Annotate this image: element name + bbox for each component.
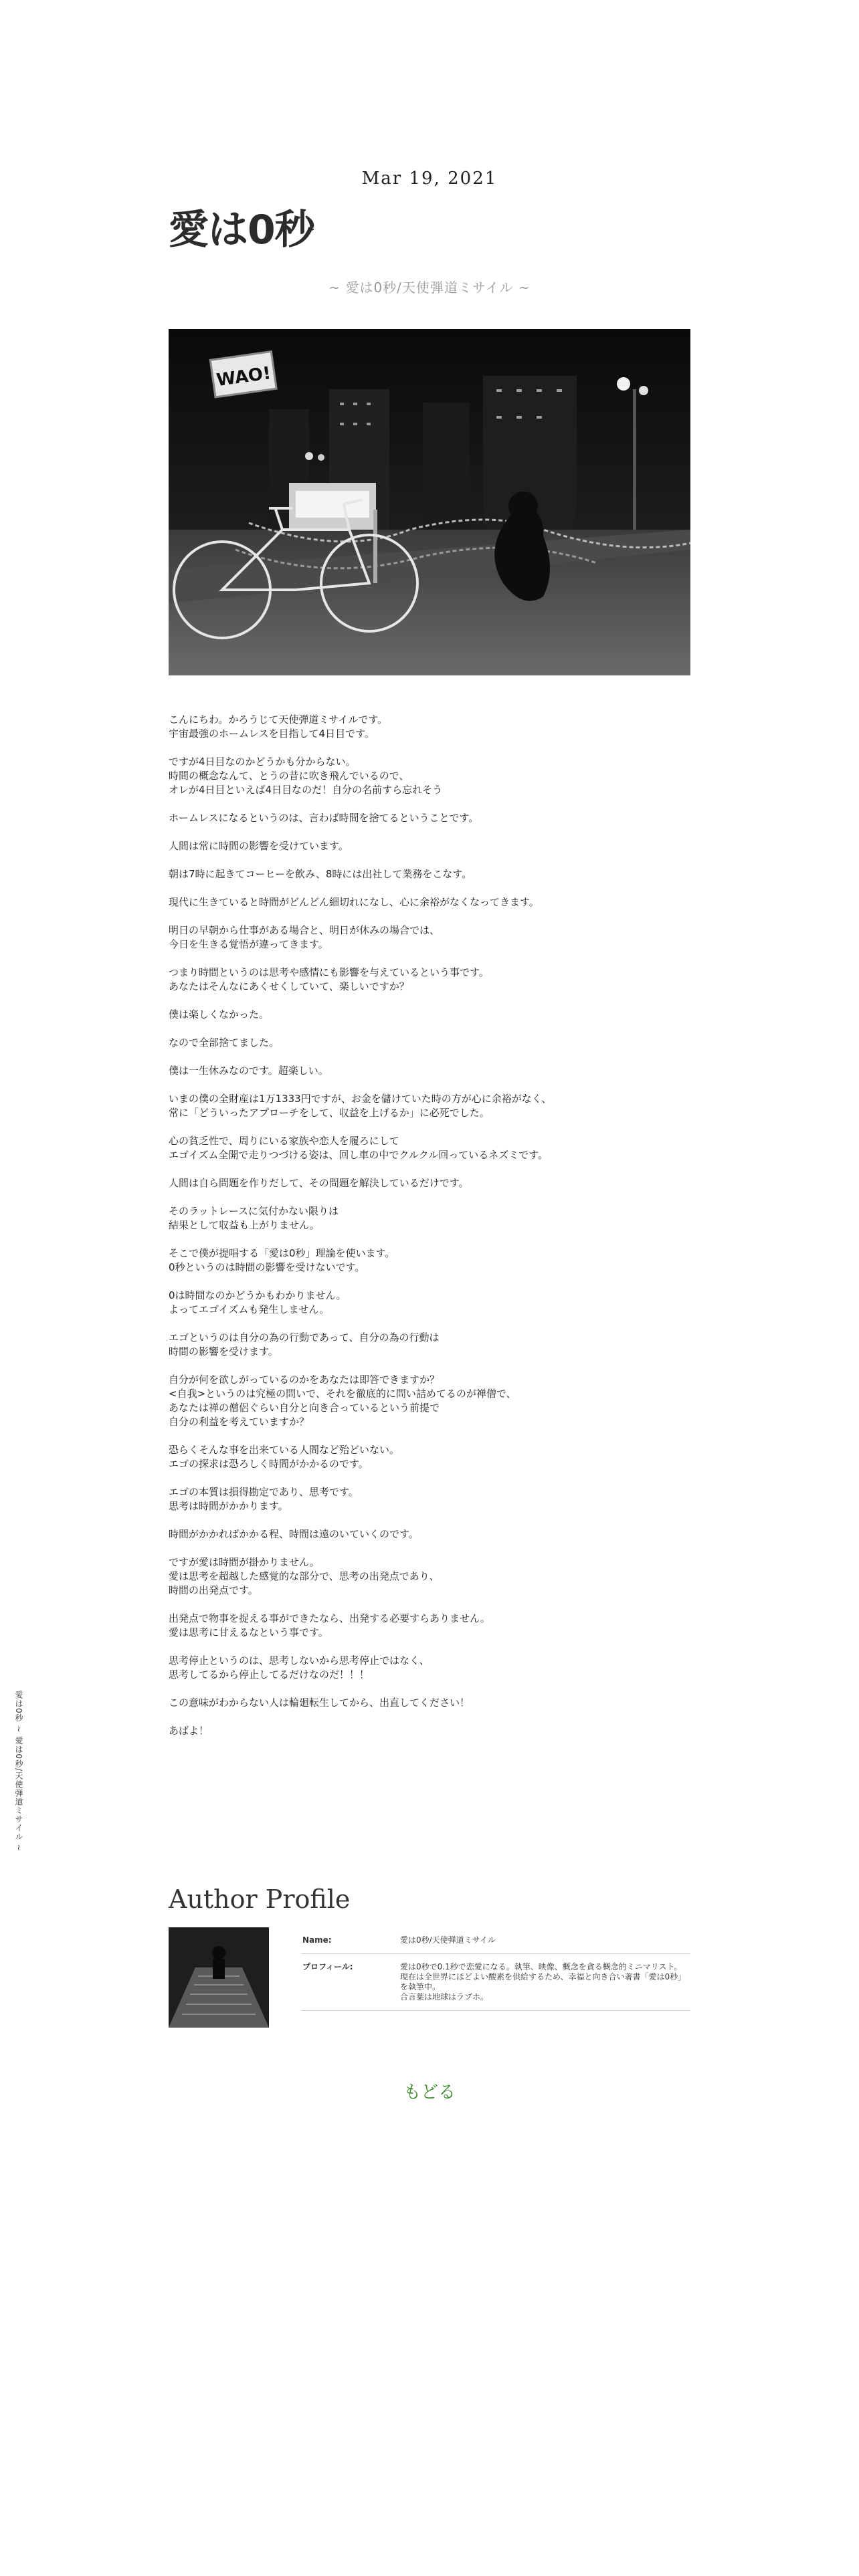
article-line: 時間の影響を受けます。	[169, 1346, 278, 1358]
article-line: 愛は思考に甘えるなという事です。	[169, 1626, 328, 1638]
profile-bio-line: 愛は0秒で0.1秒で恋愛になる。執筆、映像、概念を貪る概念的ミニマリスト。	[400, 1962, 682, 1971]
article-paragraph	[169, 1373, 690, 1429]
article-paragraph	[169, 713, 690, 741]
article-paragraph	[169, 1036, 690, 1050]
article-line: そこで僕が提唱する「愛は0秒」理論を使います。	[169, 1247, 395, 1259]
article-line: 現代に生きていると時間がどんどん細切れになし、心に余裕がなくなってきます。	[169, 896, 539, 908]
article-line: 時間がかかればかかる程、時間は遠のいていくのです。	[169, 1528, 419, 1540]
article-body	[169, 713, 690, 1752]
article-line: 思考してるから停止してるだけなのだ！！！	[169, 1669, 370, 1681]
back-link[interactable]: もどる	[403, 2082, 456, 2103]
article-paragraph	[169, 895, 690, 909]
article-line: そのラットレースに気付かない限りは	[169, 1205, 339, 1217]
author-profile-table	[301, 1927, 690, 2011]
article-line: 自分が何を欲しがっているのかをあなたは即答できますか？	[169, 1374, 440, 1386]
article-paragraph	[169, 1204, 690, 1232]
article-line: 出発点で物事を捉える事ができたなら、出発する必要すらありません。	[169, 1612, 490, 1624]
side-label: 愛は0秒 ~ 愛は0秒/天使弾道ミサイル ~	[14, 1691, 23, 1852]
article-line: ホームレスになるというのは、言わば時間を捨てるということです。	[169, 812, 479, 824]
profile-name-key: Name:	[301, 1927, 400, 1954]
profile-row-name	[301, 1927, 690, 1954]
article-line: エゴイズム全開で走りつづける姿は、回し車の中でクルクル回っているネズミです。	[169, 1149, 549, 1161]
article-paragraph	[169, 1555, 690, 1598]
article-paragraph	[169, 1654, 690, 1682]
article-paragraph	[169, 1289, 690, 1317]
article-paragraph	[169, 1064, 690, 1078]
article-line: よってエゴイズムも発生しません。	[169, 1303, 330, 1315]
profile-bio-line: 現在は全世界にほどよい酸素を供給するため、幸福と向き合い著書「愛は0秒」を執筆中。	[400, 1972, 686, 1992]
article-paragraph	[169, 1331, 690, 1359]
article-line: 常に「どういったアプローチをして、収益を上げるか」に必死でした。	[169, 1107, 490, 1119]
hero-photo	[169, 329, 690, 675]
article-line: 人間は常に時間の影響を受けています。	[169, 840, 349, 852]
article-paragraph	[169, 924, 690, 952]
article-paragraph	[169, 1485, 690, 1513]
article-line: 結果として収益も上がりません。	[169, 1219, 320, 1231]
article-line: 0は時間なのかどうかもわかりません。	[169, 1289, 347, 1301]
article-paragraph	[169, 1092, 690, 1120]
article-line: エゴの本質は損得勘定であり、思考です。	[169, 1486, 359, 1498]
article-line: 心の貧乏性で、周りにいる家族や恋人を履ろにして	[169, 1135, 399, 1147]
article-line: <自我>というのは究極の問いで、それを徹底的に問い詰めてるのが禅僧で、	[169, 1388, 516, 1400]
article-line: 朝は7時に起きてコーヒーを飲み、8時には出社して業務をこなす。	[169, 868, 472, 880]
hero-sign-text: WAO!	[215, 363, 272, 391]
post-title: 愛は0秒	[169, 207, 314, 253]
profile-bio-line: 合言葉は地球はラブホ。	[400, 1992, 489, 2002]
article-line: エゴの探求は恐ろしく時間がかかるのです。	[169, 1458, 369, 1470]
author-avatar	[169, 1927, 269, 2028]
profile-name-value	[400, 1927, 690, 1954]
article-line: こんにちわ。かろうじて天使弾道ミサイルです。	[169, 714, 388, 726]
article-paragraph	[169, 1134, 690, 1162]
article-paragraph	[169, 1176, 690, 1190]
article-line: 僕は楽しくなかった。	[169, 1008, 270, 1021]
article-line: 時間の概念なんて、とうの昔に吹き飛んでいるので、	[169, 770, 409, 782]
article-paragraph	[169, 1724, 690, 1738]
profile-bio-key: プロフィール:	[301, 1954, 400, 2011]
article-line: あなたはそんなにあくせくしていて、楽しいですか？	[169, 980, 409, 992]
article-paragraph	[169, 1247, 690, 1275]
article-line: 僕は一生休みなのです。超楽しい。	[169, 1065, 328, 1077]
article-paragraph	[169, 1443, 690, 1471]
article-paragraph	[169, 1612, 690, 1640]
post-date: Mar 19, 2021	[361, 169, 498, 189]
article-paragraph	[169, 839, 690, 853]
post-subtitle: ~ 愛は0秒/天使弾道ミサイル ~	[328, 280, 531, 296]
article-line: 人間は自ら問題を作りだして、その問題を解決しているだけです。	[169, 1177, 469, 1189]
article-paragraph	[169, 811, 690, 825]
author-profile-heading: Author Profile	[169, 1885, 351, 1914]
article-line: 明日の早朝から仕事がある場合と、明日が休みの場合では、	[169, 924, 440, 936]
profile-bio-value	[400, 1954, 690, 2011]
article-line: 自分の利益を考えていますか？	[169, 1416, 310, 1428]
article-line: 時間の出発点です。	[169, 1584, 258, 1596]
article-paragraph	[169, 1696, 690, 1710]
article-line: 恐らくそんな事を出来ている人間など殆どいない。	[169, 1444, 400, 1456]
article-line: この意味がわからない人は輪廻転生してから、出直してください！	[169, 1697, 470, 1709]
article-line: 今日を生きる覚悟が違ってきます。	[169, 938, 328, 950]
article-paragraph	[169, 755, 690, 797]
article-line: 思考停止というのは、思考しないから思考停止ではなく、	[169, 1654, 430, 1667]
article-paragraph	[169, 966, 690, 994]
article-line: つまり時間というのは思考や感情にも影響を与えているという事です。	[169, 966, 489, 978]
article-line: 宇宙最強のホームレスを目指して4日目です。	[169, 728, 375, 740]
article-line: なので全部捨てました。	[169, 1037, 280, 1049]
article-line: オレが4日目といえば4日目なのだ！自分の名前すら忘れそう	[169, 784, 443, 796]
article-line: ですが4日目なのかどうかも分からない。	[169, 756, 356, 768]
profile-row-bio	[301, 1954, 690, 2011]
article-line: 0秒というのは時間の影響を受けないです。	[169, 1261, 365, 1273]
article-line: 思考は時間がかかります。	[169, 1500, 288, 1512]
profile-name-text: 愛は0秒/天使弾道ミサイル	[400, 1935, 496, 1945]
article-line: あなたは禅の僧侶ぐらい自分と向き合っているという前提で	[169, 1402, 440, 1414]
article-line: エゴというのは自分の為の行動であって、自分の為の行動は	[169, 1331, 440, 1344]
article-paragraph	[169, 1008, 690, 1022]
article-paragraph	[169, 867, 690, 881]
article-line: あばよ！	[169, 1725, 209, 1737]
article-line: ですが愛は時間が掛かりません。	[169, 1556, 320, 1568]
article-paragraph	[169, 1527, 690, 1541]
article-line: いまの僕の全財産は1万1333円ですが、お金を儲けていた時の方が心に余裕がなく、	[169, 1093, 552, 1105]
article-line: 愛は思考を超越した感覚的な部分で、思考の出発点であり、	[169, 1570, 440, 1582]
